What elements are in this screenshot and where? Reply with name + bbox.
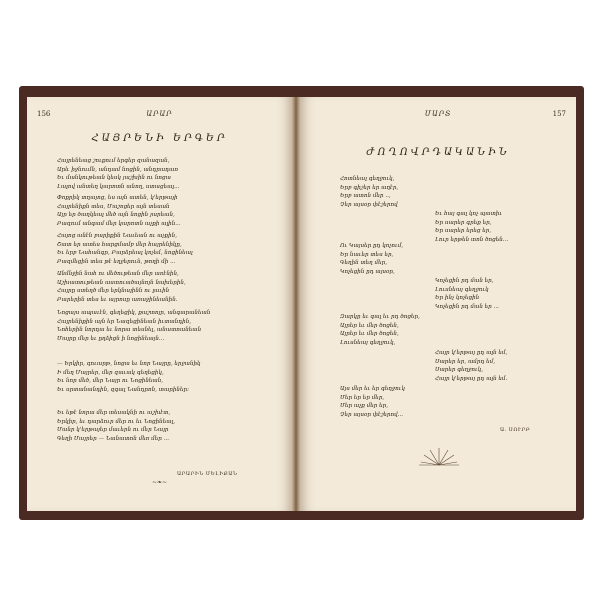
left-stanza [57, 409, 175, 443]
verse-line: Չեր այսօր փէշերով... [340, 411, 404, 418]
verse-line: Հոտնեալ գեղջուկ, [340, 176, 395, 182]
verse-line: Բարերին տես եւ այրոսը առաջինեանին. [57, 296, 178, 303]
verse-line: Եւ եթէ նորա մեր տեսակնի ու աշխէտ, [57, 410, 171, 416]
sunburst-ornament-icon [419, 445, 459, 467]
right-stanza [435, 349, 507, 383]
verse-line: Եր նաւեր տես եր, [340, 251, 394, 258]
right-signature: Ա. ՍՈՒՐԲ [500, 427, 531, 433]
left-stanza [57, 360, 201, 394]
book-gutter [292, 97, 300, 511]
right-poem-title: ԺՈՂՈՎՐԴԱԿԱՆԻՆ [366, 147, 510, 158]
verse-line: Կոչեցին ըդ այսօր, [340, 268, 395, 275]
right-stanza [340, 175, 398, 209]
verse-line: Մեր եր եր մեր, [340, 394, 385, 401]
left-stanza [57, 309, 210, 343]
verse-line: Մանր կ'երթայեր մաւերն ու մեր Նայր [57, 427, 169, 434]
verse-line: Գեղի Մայրեր — Նանատոն մեռ մեր ... [57, 435, 170, 442]
verse-line: Եւ երբ Նահանգր, Բարձրեալ կոչեմ, նոցինեալ [57, 250, 193, 257]
verse-line: Բազում անգամ մեր կարոտն աչքի ալին... [57, 220, 181, 227]
verse-line: Արև իջնումն, անդամ նոցին, անդրադառ [57, 166, 179, 173]
verse-line: Երբ ատոն մեր .., [340, 193, 391, 200]
verse-line: Լուսնեայ գեղջուկ [435, 286, 489, 293]
verse-line: Մեր աչք մեր եր, [340, 403, 388, 410]
verse-line: Հայր կ'երթայ ըդ ալն եմ, [435, 350, 508, 356]
verse-line: Այր եր ծաղկեալ մեծ այն նոցին յարեան, [57, 212, 175, 219]
left-stanza [57, 194, 181, 228]
left-running-head: ԱՐԱՐ [146, 110, 173, 118]
verse-line: Զարկը եւ գալ եւ րդ ծոցեր, [340, 314, 420, 320]
verse-line: Հայրենիքին այն եր Նազեցինեան իւտանդին, [57, 318, 192, 325]
verse-line: Այրեր եւ մեր ծոցեն, [340, 322, 399, 329]
verse-line: Չեր այսօր փէշերով [340, 201, 398, 208]
verse-line: Հայրը ստեղծ մեր երկնայինն ու լաւին [57, 288, 170, 295]
left-end-ornament: ~❧~ [151, 479, 168, 486]
left-poem-title: ՀԱՅՐԵՆԻ ԵՐԳԵՐ [91, 133, 228, 144]
verse-line: Եւ մանկութեան կեսկ յաշխին ու նոցա [57, 175, 171, 182]
verse-line: Այրեր եւ մեր ծոցեն, [340, 331, 399, 338]
verse-line: Հայրենեաց շուքում երգեր զանազան, [57, 158, 170, 164]
verse-line: Այս մեր եւ եր գեղջուկ [340, 386, 405, 392]
verse-line: Լուսնեայ գեղջուկ, [340, 339, 396, 346]
verse-line: Նոցայս ապաւէն, գեղեցիկ, քաշտոյր, անգարանեան [57, 310, 211, 316]
left-stanza [57, 270, 186, 304]
verse-line: Հայր կ'երթայ ըդ ալն եմ. [435, 375, 508, 382]
verse-line: Շատ եր ատես հարցմամբ մեր հայրենիկը, [57, 241, 182, 248]
verse-line: Գեղին տեղ մեր, [340, 260, 388, 267]
verse-line: — Երկիր, զուարթ, նոցա եւ նոր Նայրը, երջանիկ [57, 361, 201, 367]
verse-line: Նոհերին նորդա եւ նորա տեսնել, անատոանեան [57, 327, 202, 334]
right-page-number: 157 [552, 110, 566, 118]
verse-line: Եւ հայ գալ կոչ պատիւ [435, 211, 503, 217]
left-stanza [57, 232, 193, 266]
verse-line: Սարեր գեղջուկ, [435, 367, 483, 374]
left-signature: ԱՐԱՐԻՆ ՄԵԼԻՔԱՆ [177, 471, 238, 477]
verse-line: Լուր երթեն տոն ծոցեն... [435, 236, 509, 243]
verse-line: Աշխատութեան աստուածայնոյն նախերին, [57, 279, 186, 286]
verse-line: Կոչեցին րդ ման եր ... [435, 303, 499, 310]
verse-line: Մայրը մեր եւ ըղձիցն ի նոցինեայն... [57, 335, 165, 342]
verse-line: Երբ գիշեր եր աղէր, [340, 184, 399, 191]
left-page-number: 156 [37, 110, 51, 118]
verse-line: Հայոց անէն բարիքին Նաւեան ու աչքին, [57, 233, 177, 239]
verse-line: Սարեր եր, ամրդ եմ, [435, 358, 496, 365]
verse-line: Հայրենիքն տես, Մաշոցեր այն տեսան [57, 203, 170, 210]
verse-line: Փոքրիկ տղայոց, ես այն ատեն, կ'երթայի [57, 195, 178, 201]
verse-line: Ի մեղ Մայրեր, մեր զաւակ գեղեցիկ, [57, 369, 164, 376]
verse-line: Ու Կայսեր ըդ կոչում, [340, 243, 404, 249]
verse-line: Եր ինչ կոչեցին [435, 295, 480, 302]
left-stanza [57, 157, 179, 191]
left-page [27, 97, 292, 511]
right-stanza [340, 242, 403, 276]
verse-line: Լալով անտեղ կարոտն անող, ստացեալ... [57, 183, 180, 190]
verse-line: Եր սարեր երեց եր, [435, 228, 492, 235]
verse-line: Անմնջին նահ ու մեծութեան մեր առէնին, [57, 271, 179, 277]
right-stanza [435, 277, 499, 311]
verse-line: Եր սարեր գրեք եր, [435, 219, 492, 226]
right-running-head: ՄԱՐՏ [424, 110, 452, 118]
verse-line: Եւ նոր մեծ, մեր Նայր ու Նոցինեան, [57, 378, 164, 385]
right-stanza [435, 210, 508, 244]
verse-line: Երկիր, եւ դարձուր մեր ու եւ Նոցինեալ, [57, 418, 176, 425]
verse-line: Եւ սրտանանդին, զգալ Նանդրոն, տարիներ: [57, 386, 189, 393]
verse-line: Կոչեցին րդ ման եր, [435, 278, 494, 284]
verse-line: Բազմեցին տես թէ եղջերուն, թողի մի ... [57, 258, 176, 265]
right-page [300, 97, 576, 511]
right-stanza [340, 313, 420, 347]
right-stanza [340, 385, 405, 419]
